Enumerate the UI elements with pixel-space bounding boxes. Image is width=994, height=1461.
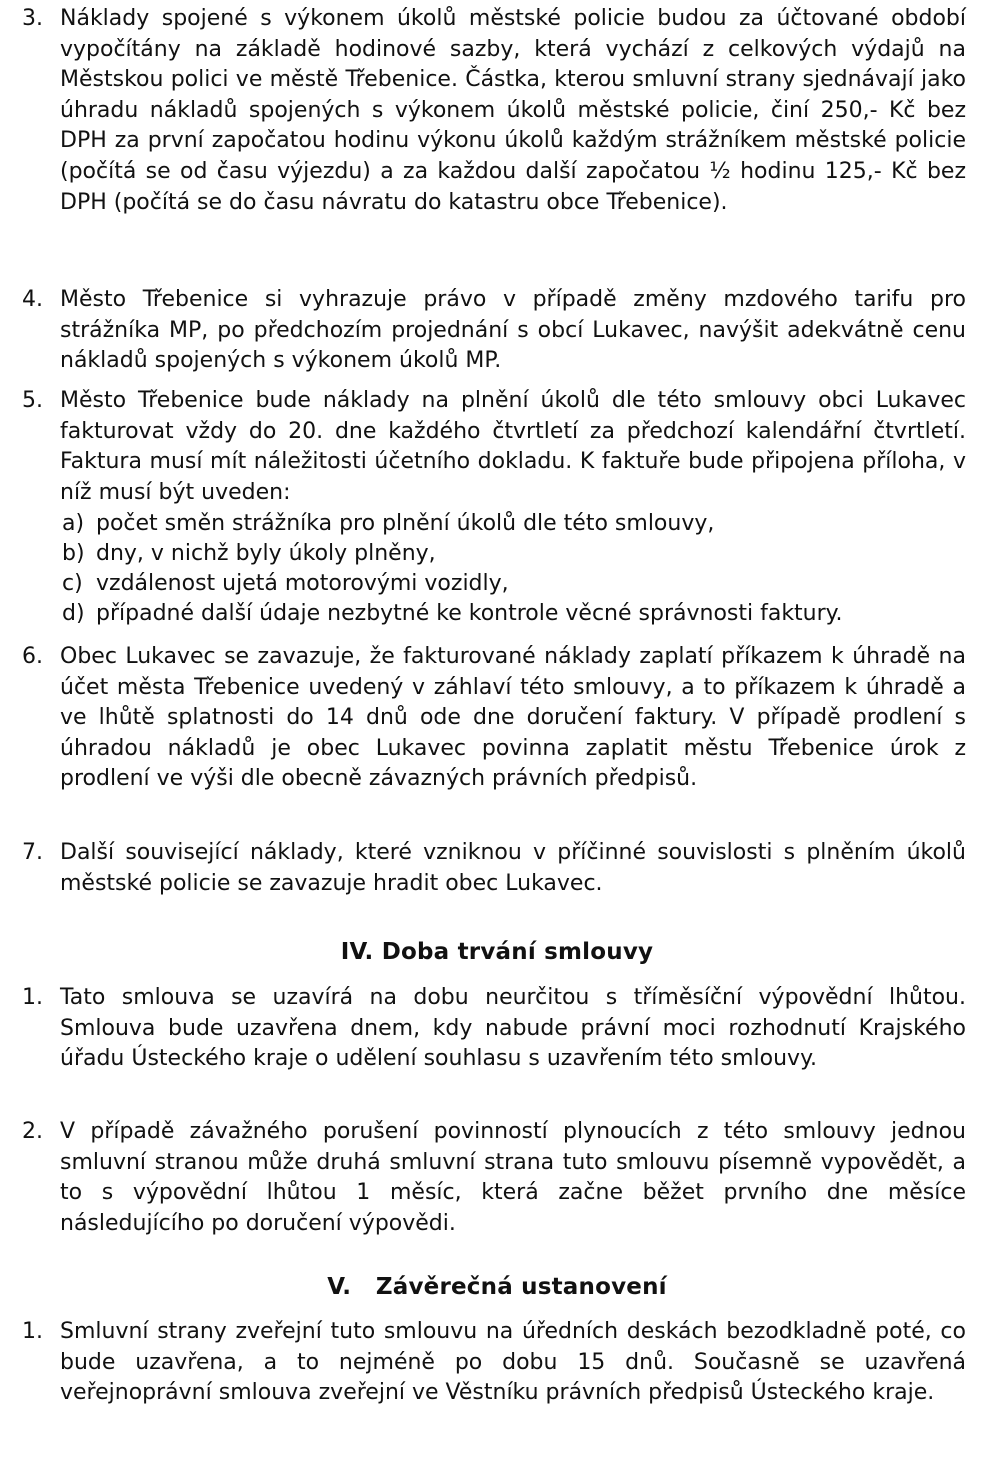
item-text: Město Třebenice bude náklady na plnění úkolů dle této smlouvy obci Lukavec fakturovat vždy do 20. dne každého čtvrtletí za předchozí kalendářní čtvrtletí. Faktura musí mít náležitosti účetního dokladu. K faktuře bude připojena příloha, v níž musí být uveden: <box>60 388 966 505</box>
item-text: Město Třebenice si vyhrazuje právo v případě změny mzdového tarifu pro strážníka MP, po předchozím projednání s obcí Lukavec, navýšit adekvátně cenu nákladů spojených s výkonem úkolů MP. <box>60 287 966 374</box>
item-number: 6. <box>22 644 43 669</box>
section-heading: V. Závěrečná ustanovení <box>327 1274 667 1300</box>
list-item <box>22 1117 966 1239</box>
list-item <box>22 285 966 377</box>
item-text: V případě závažného porušení povinností plynoucích z této smlouvy jednou smluvní stranou může druhá smluvní strana tuto smlouvu písemně vypovědět, a to s výpovědní lhůtou 1 měsíc, která začne běžet prvního dne měsíce následujícího po doručení výpovědi. <box>60 1119 966 1236</box>
sub-item <box>62 539 962 570</box>
list-item <box>22 642 966 795</box>
list-item <box>22 983 966 1075</box>
item-number: 2. <box>22 1119 43 1144</box>
list-item <box>22 838 966 899</box>
item-text: Smluvní strany zveřejní tuto smlouvu na úředních deskách bezodkladně poté, co bude uzavřena, a to nejméně po dobu 15 dnů. Současně se uzavřená veřejnoprávní smlouva zveřejní ve Věstníku právních předpisů Ústeckého kraje. <box>60 1319 966 1406</box>
sub-item-text: případné další údaje nezbytné ke kontrole věcné správnosti faktury. <box>96 601 843 626</box>
sub-item-label: b) <box>62 541 85 566</box>
sub-item-text: dny, v nichž byly úkoly plněny, <box>96 541 436 566</box>
item-number: 1. <box>22 985 43 1010</box>
section-heading: IV. Doba trvání smlouvy <box>340 939 654 965</box>
item-text: Obec Lukavec se zavazuje, že fakturované náklady zaplatí příkazem k úhradě na účet města Třebenice uvedený v záhlaví této smlouvy, a to příkazem k úhradě a ve lhůtě splatnosti do 14 dnů ode dne doručení faktury. V případě prodlení s úhradou nákladů je obec Lukavec povinna zaplatit městu Třebenice úrok z prodlení ve výši dle obecně závazných právních předpisů. <box>60 644 966 792</box>
sub-item-label: d) <box>62 601 85 626</box>
sub-item-label: a) <box>62 511 85 536</box>
sub-item <box>62 569 962 600</box>
item-text: Náklady spojené s výkonem úkolů městské policie budou za účtované období vypočítány na základě hodinové sazby, která vychází z celkových výdajů na Městskou polici ve městě Třebenice. Částka, kterou smluvní strany sjednávají jako úhradu nákladů spojených s výkonem úkolů městské policie, činí 250,- Kč bez DPH za první započatou hodinu výkonu úkolů každým strážníkem městské policie (počítá se od času výjezdu) a za každou další započatou ½ hodinu 125,- Kč bez DPH (počítá se do času návratu do katastru obce Třebenice). <box>60 6 966 215</box>
sub-item <box>62 599 962 630</box>
sub-item-text: vzdálenost ujetá motorovými vozidly, <box>96 571 509 596</box>
list-item <box>22 4 966 218</box>
item-number: 3. <box>22 6 43 31</box>
sub-item <box>62 509 962 540</box>
item-number: 4. <box>22 287 43 312</box>
sub-item-text: počet směn strážníka pro plnění úkolů dle této smlouvy, <box>96 511 715 536</box>
item-number: 7. <box>22 840 43 865</box>
item-number: 5. <box>22 388 43 413</box>
list-item <box>22 1317 966 1409</box>
item-number: 1. <box>22 1319 43 1344</box>
sub-item-label: c) <box>62 571 83 596</box>
item-text: Další související náklady, které vzniknou v příčinné souvislosti s plněním úkolů městské policie se zavazuje hradit obec Lukavec. <box>60 840 966 896</box>
list-item <box>22 386 966 508</box>
item-text: Tato smlouva se uzavírá na dobu neurčitou s tříměsíční výpovědní lhůtou. Smlouva bude uzavřena dnem, kdy nabude právní moci rozhodnutí Krajského úřadu Ústeckého kraje o udělení souhlasu s uzavřením této smlouvy. <box>60 985 966 1072</box>
